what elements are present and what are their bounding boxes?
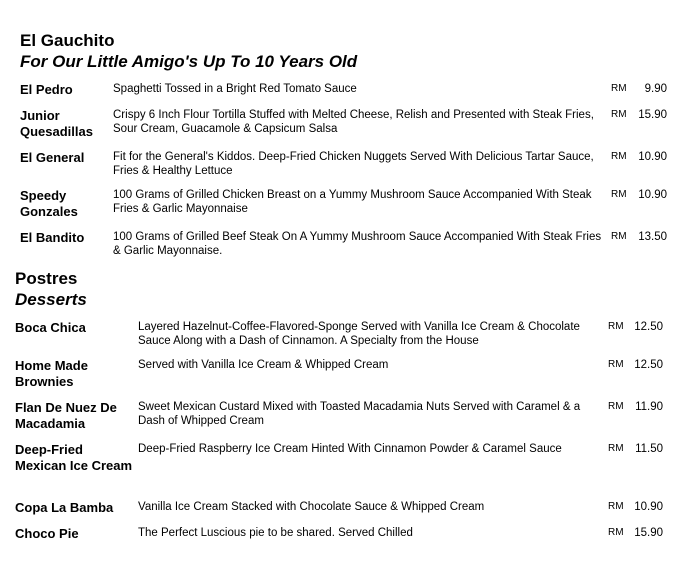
item-name: Choco Pie [15,526,79,541]
item-currency: RM [611,189,627,200]
item-description: Layered Hazelnut-Coffee-Flavored-Sponge Served with Vanilla Ice Cream & Chocolate Sauce Along with a Dash of Cinnamon. A Specialty from the House [138,321,580,347]
item-currency: RM [611,231,627,242]
item-price: 15.90 [634,527,663,539]
item-description: 100 Grams of Grilled Chicken Breast on a Yummy Mushroom Sauce Accompanied With Steak Fries & Garlic Mayonnaise [113,189,592,215]
item-currency: RM [608,443,624,454]
item-name: Speedy Gonzales [20,188,78,219]
item-currency: RM [611,151,627,162]
item-name: Home Made Brownies [15,358,88,389]
kids-section-title: El Gauchito [20,31,115,50]
item-currency: RM [611,83,627,94]
item-name: El Pedro [20,82,73,97]
item-description: Fit for the General's Kiddos. Deep-Fried Chicken Nuggets Served With Delicious Tartar Sauce, Fries & Healthy Lettuce [113,151,594,177]
item-name: El General [20,150,85,165]
item-currency: RM [608,527,624,538]
item-name: Deep-Fried Mexican Ice Cream [15,442,133,473]
item-price: 12.50 [634,359,663,371]
kids-section-subtitle: For Our Little Amigo's Up To 10 Years Old [20,52,358,71]
item-price: 10.90 [638,189,667,201]
item-name: Flan De Nuez De Macadamia [15,400,117,431]
item-description: Vanilla Ice Cream Stacked with Chocolate Sauce & Whipped Cream [138,501,485,513]
item-name: Copa La Bamba [15,500,114,515]
item-price: 12.50 [634,321,663,333]
item-price: 11.50 [635,443,663,455]
item-description: The Perfect Luscious pie to be shared. Served Chilled [138,527,413,539]
desserts-section-subtitle: Desserts [15,290,87,309]
item-currency: RM [608,501,624,512]
item-description: Served with Vanilla Ice Cream & Whipped Cream [138,359,389,371]
item-name: El Bandito [20,230,85,245]
item-description: Crispy 6 Inch Flour Tortilla Stuffed with Melted Cheese, Relish and Presented with Steak Fries, Sour Cream, Guacamole & Capsicum Salsa [113,109,594,135]
desserts-section-title: Postres [15,269,78,288]
item-price: 15.90 [638,109,667,121]
item-currency: RM [608,401,624,412]
item-description: Sweet Mexican Custard Mixed with Toasted Macadamia Nuts Served with Caramel & a Dash of Whipped Cream [138,401,581,427]
item-currency: RM [608,359,624,370]
item-currency: RM [608,321,624,332]
item-price: 11.90 [635,401,663,413]
item-price: 10.90 [634,501,663,513]
item-price: 13.50 [638,231,667,243]
item-currency: RM [611,109,627,120]
item-description: Spaghetti Tossed in a Bright Red Tomato Sauce [113,83,357,95]
item-price: 9.90 [644,83,667,95]
item-description: Deep-Fried Raspberry Ice Cream Hinted With Cinnamon Powder & Caramel Sauce [138,443,562,455]
item-description: 100 Grams of Grilled Beef Steak On A Yummy Mushroom Sauce Accompanied With Steak Fries & Garlic Mayonnaise. [113,231,602,257]
item-name: Junior Quesadillas [20,108,93,139]
item-name: Boca Chica [15,320,86,335]
item-price: 10.90 [638,151,667,163]
